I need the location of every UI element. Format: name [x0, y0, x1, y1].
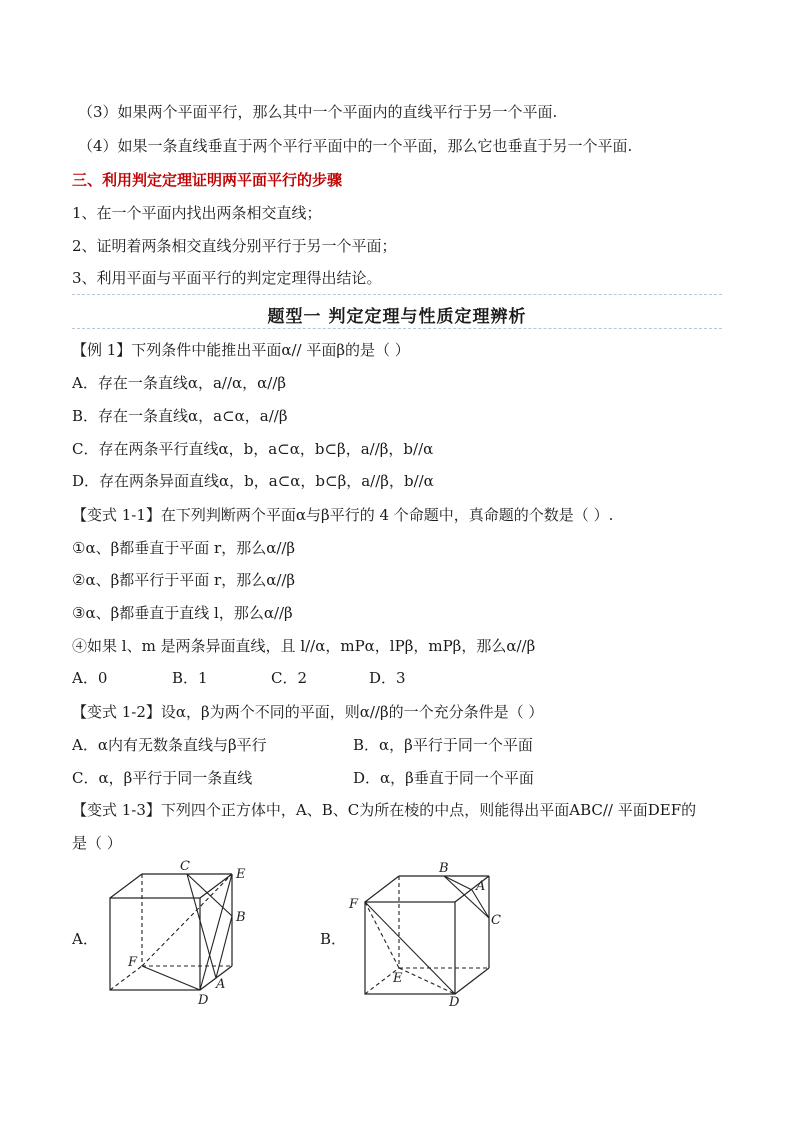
section3-step-1: 1、在一个平面内找出两条相交直线；	[72, 204, 322, 222]
variant1-2-stem: 【变式 1-2】设α，β为两个不同的平面，则α//β的一个充分条件是（ ）	[72, 703, 544, 721]
fig-a-point-e: E	[236, 867, 246, 882]
intro-p4: （4）如果一条直线垂直于两个平行平面中的一个平面，那么它也垂直于另一个平面.	[78, 137, 633, 155]
section3-title: 三、利用判定定理证明两平面平行的步骤	[72, 171, 343, 189]
intro-p3: （3）如果两个平面平行，那么其中一个平面内的直线平行于另一个平面.	[78, 103, 558, 121]
divider-top	[72, 294, 722, 295]
fig-a-label: A．	[72, 930, 98, 948]
fig-b-point-c: C	[491, 913, 501, 928]
divider-bottom	[72, 328, 722, 329]
fig-b-point-b: B	[439, 861, 449, 876]
variant1-1-choice-d: D．3	[369, 669, 406, 687]
fig-a-point-a: A	[216, 977, 226, 992]
fig-a-point-c: C	[180, 859, 190, 874]
variant1-2-choice-d: D．α，β垂直于同一个平面	[353, 769, 534, 787]
variant1-1-stem: 【变式 1-1】在下列判断两个平面α与β平行的 4 个命题中，真命题的个数是（ ）.	[72, 506, 614, 524]
section3-step-3: 3、利用平面与平面平行的判定定理得出结论。	[72, 269, 382, 287]
fig-a-point-f: F	[128, 955, 138, 970]
fig-b-point-d: D	[449, 995, 460, 1008]
variant1-3-stem: 【变式 1-3】下列四个正方体中，A、B、C为所在棱的中点，则能得出平面ABC// 平面DEF的	[72, 801, 697, 819]
fig-b-label: B．	[320, 930, 347, 948]
variant1-1-item-1: ①α、β都垂直于平面 r，那么α//β	[72, 539, 296, 557]
variant1-2-choice-b: B．α，β平行于同一个平面	[353, 736, 533, 754]
variant1-1-item-2: ②α、β都平行于平面 r，那么α//β	[72, 571, 296, 589]
variant1-1-item-4: ④如果 l、m 是两条异面直线，且 l//α，mPα，lPβ，mPβ，那么α//β	[72, 637, 536, 655]
fig-b-point-f: F	[349, 897, 359, 912]
example1-option-b: B．存在一条直线α，a⊂α，a//β	[72, 407, 288, 425]
variant1-3-stem-2: 是（ ）	[72, 834, 122, 852]
variant1-1-choice-b: B．1	[172, 669, 208, 687]
variant1-1-item-3: ③α、β都垂直于直线 l，那么α//β	[72, 604, 293, 622]
cube-figure-b	[345, 858, 515, 1008]
cube-figure-a	[102, 858, 272, 1008]
variant1-1-choice-c: C．2	[271, 669, 308, 687]
example1-option-a: A．存在一条直线α，a//α，α//β	[72, 374, 287, 392]
variant1-2-choice-a: A．α内有无数条直线与β平行	[72, 736, 267, 754]
example1-stem: 【例 1】下列条件中能推出平面α// 平面β的是（ ）	[72, 341, 410, 359]
fig-b-point-e: E	[393, 971, 403, 986]
fig-b-point-a: A	[476, 879, 486, 894]
fig-a-point-d: D	[198, 993, 209, 1008]
variant1-1-choice-a: A．0	[72, 669, 108, 687]
fig-a-point-b: B	[236, 910, 246, 925]
section3-step-2: 2、证明着两条相交直线分别平行于另一个平面；	[72, 237, 397, 255]
example1-option-c: C．存在两条平行直线α，b，a⊂α，b⊂β，a//β，b//α	[72, 440, 434, 458]
variant1-2-choice-c: C．α，β平行于同一条直线	[72, 769, 253, 787]
type1-heading: 题型一 判定定理与性质定理辨析	[267, 307, 527, 327]
example1-option-d: D．存在两条异面直线α，b，a⊂α，b⊂β，a//β，b//α	[72, 472, 434, 490]
